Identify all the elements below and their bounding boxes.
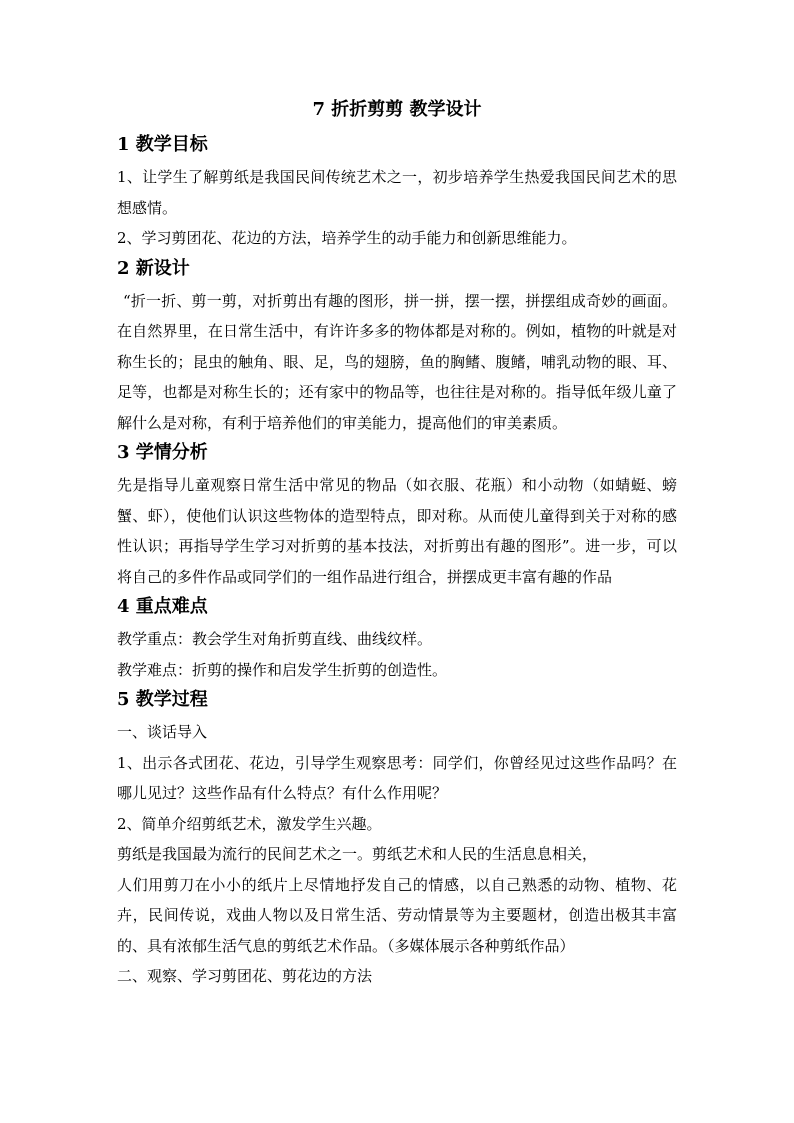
section-new-design (117, 254, 677, 439)
section-learner-analysis (117, 438, 677, 592)
paragraph: 1、让学生了解剪纸是我国民间传统艺术之一，初步培养学生热爱我国民间艺术的思想感情。 (117, 168, 677, 217)
paragraph: 剪纸是我国最为流行的民间艺术之一。剪纸艺术和人民的生活息息相关， (117, 845, 598, 863)
section-heading: 3 学情分析 (117, 442, 208, 463)
paragraph: 教学重点：教会学生对角折剪直线、曲线纹样。 (117, 630, 433, 648)
section-teaching-process (117, 685, 677, 992)
section-heading: 4 重点难点 (117, 596, 208, 617)
paragraph: 教学难点：折剪的操作和启发学生折剪的创造性。 (117, 660, 448, 679)
paragraph: 1、出示各式团花、花边，引导学生观察思考：同学们，你曾经见过这些作品吗？在哪儿见过？这些作品有什么特点？有什么作用呢？ (117, 753, 677, 802)
paragraph: 人们用剪刀在小小的纸片上尽情地抒发自己的情感，以自己熟悉的动物、植物、花卉，民间传说，戏曲人物以及日常生活、劳动情景等为主要题材，创造出极其丰富的、具有浓郁生活气息的剪纸艺术作品。（多媒体展示各种剪纸作品） (117, 875, 677, 955)
document-body (117, 130, 677, 992)
section-teaching-goals (117, 130, 677, 254)
paragraph: 先是指导儿童观察日常生活中常见的物品（如衣服、花瓶）和小动物（如蜻蜓、螃蟹、虾），使他们认识这些物体的造型特点，即对称。从而使儿童得到关于对称的感性认识；再指导学生学习对折剪的基本技法，对折剪出有趣的图形”。进一步，可以将自己的多件作品或同学们的一组作品进行组合，拼摆成更丰富有趣的作品 (117, 476, 677, 586)
document-title: 7 折折剪剪 教学设计 (312, 99, 482, 120)
paragraph: 一、谈话导入 (117, 723, 208, 741)
section-heading: 2 新设计 (117, 257, 190, 279)
section-heading: 1 教学目标 (117, 134, 208, 155)
paragraph: 2、简单介绍剪纸艺术，激发学生兴趣。 (117, 814, 382, 833)
paragraph: 二、观察、学习剪团花、剪花边的方法 (117, 967, 373, 985)
section-key-points (117, 592, 677, 685)
paragraph: “折一折、剪一剪，对折剪出有趣的图形，拼一拼，摆一摆，拼摆组成奇妙的画面。在自然界里，在日常生活中，有许许多多的物体都是对称的。例如，植物的叶就是对称生长的；昆虫的触角、眼、足，鸟的翅膀，鱼的胸鳍、腹鳍，哺乳动物的眼、耳、足等，也都是对称生长的；还有家中的物品等，也往往是对称的。指导低年级儿童了解什么是对称，有利于培养他们的审美能力，提高他们的审美素质。 (117, 291, 677, 432)
paragraph: 2、学习剪团花、花边的方法，培养学生的动手能力和创新思维能力。 (117, 229, 577, 247)
section-heading: 5 教学过程 (117, 689, 208, 710)
